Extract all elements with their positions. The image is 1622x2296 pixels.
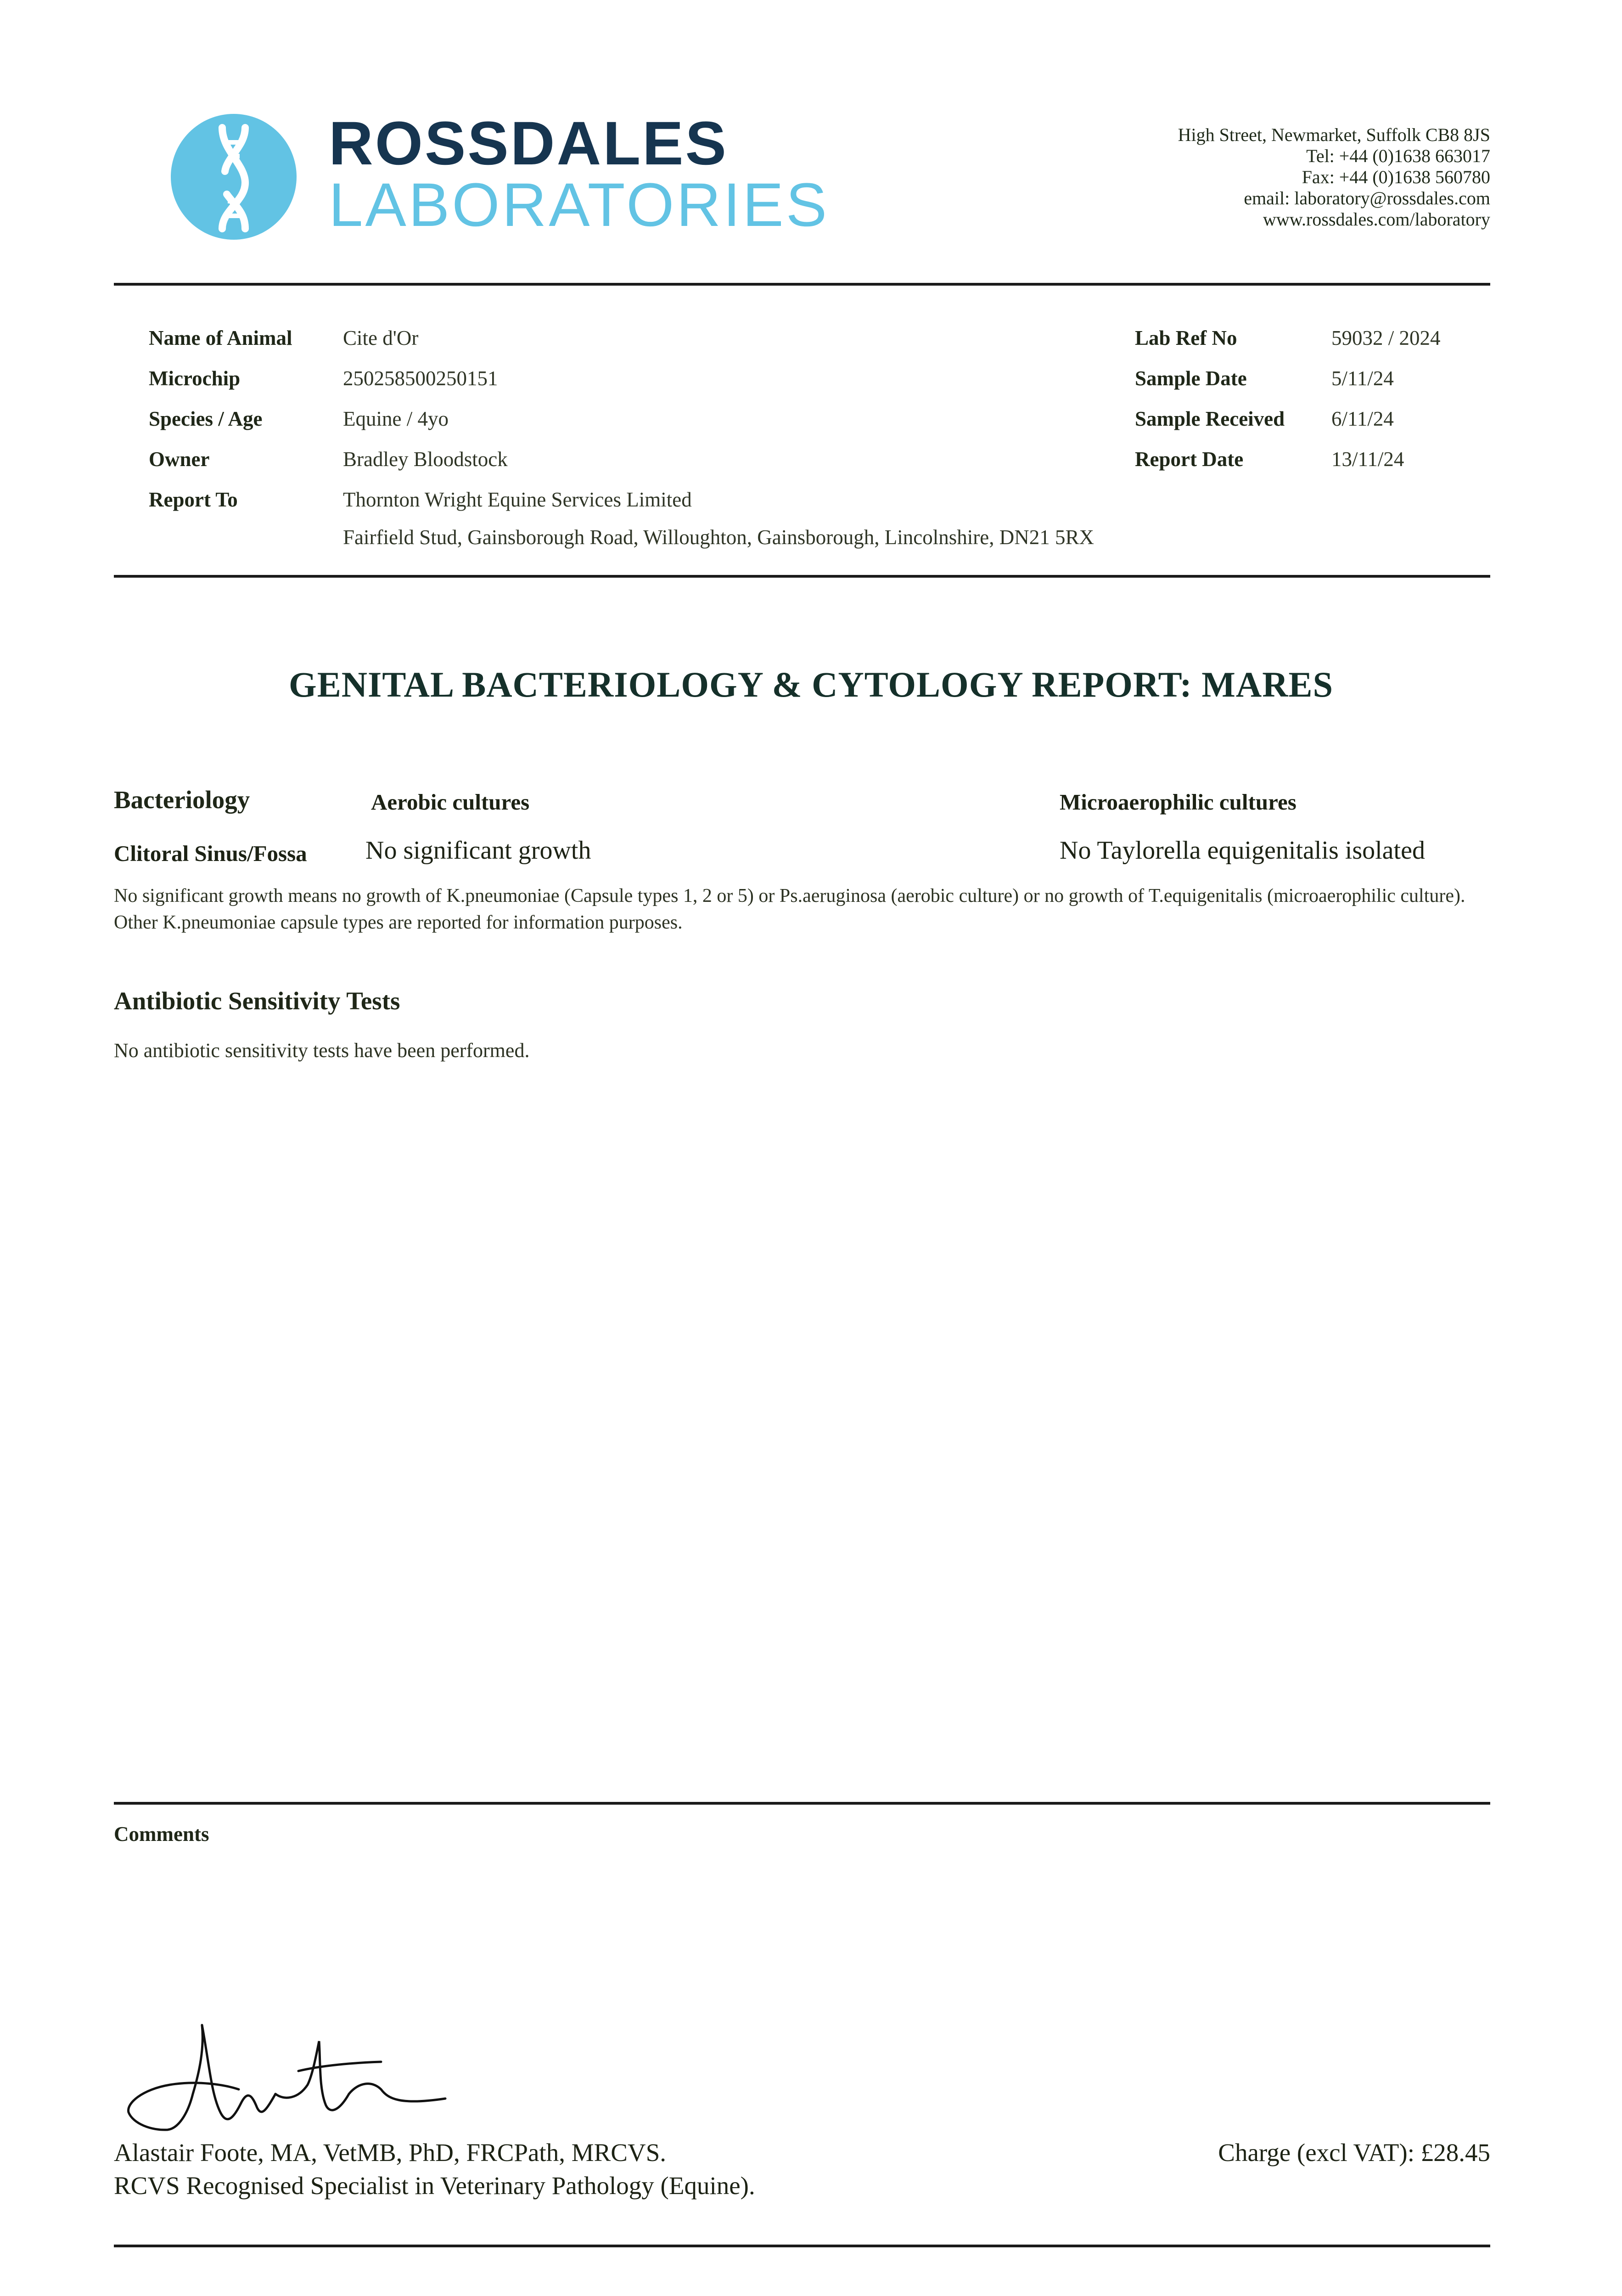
bacteriology-heading: Bacteriology (114, 786, 250, 814)
phone-line: Tel: +44 (0)1638 663017 (1306, 146, 1490, 166)
signature-image (124, 2020, 473, 2140)
species-label: Species / Age (149, 407, 263, 430)
sample-received-value: 6/11/24 (1331, 407, 1394, 430)
sample-date-label: Sample Date (1135, 367, 1247, 390)
bacteriology-note: No significant growth means no growth of K.pneumoniae (Capsule types 1, 2 or 5) or Ps.aeruginosa (aerobic culture) or no growth of T.equigenitalis (microaerophilic culture). Other K.pneumoniae capsule types are reported for information purposes. (114, 885, 1465, 933)
brand-name: ROSSDALES (329, 109, 728, 178)
sample-site: Clitoral Sinus/Fossa (114, 841, 307, 866)
owner-label: Owner (149, 448, 210, 471)
name-label: Name of Animal (149, 326, 292, 349)
report-to-value: Thornton Wright Equine Services Limited (343, 488, 692, 511)
report-to-address: Fairfield Stud, Gainsborough Road, Willoughton, Gainsborough, Lincolnshire, DN21 5RX (343, 526, 1094, 549)
charge: Charge (excl VAT): £28.45 (1218, 2138, 1490, 2167)
sensitivity-text: No antibiotic sensitivity tests have been performed. (114, 1039, 530, 1062)
comments-divider (114, 1802, 1490, 1805)
microaerophilic-cultures-label: Microaerophilic cultures (1060, 789, 1296, 815)
aerobic-cultures-label: Aerobic cultures (371, 789, 530, 815)
footer-divider (114, 2245, 1490, 2247)
report-title: GENITAL BACTERIOLOGY & CYTOLOGY REPORT: MARES (289, 664, 1333, 704)
signatory-name: Alastair Foote, MA, VetMB, PhD, FRCPath, MRCVS. (114, 2138, 667, 2167)
species-value: Equine / 4yo (343, 407, 449, 430)
animal-name: Cite d'Or (343, 326, 419, 349)
owner-value: Bradley Bloodstock (343, 448, 508, 471)
sample-date-value: 5/11/24 (1331, 367, 1394, 390)
brand-subtitle: LABORATORIES (329, 171, 830, 239)
microchip-label: Microchip (149, 367, 241, 390)
aerobic-result: No significant growth (365, 836, 591, 865)
header-divider (114, 283, 1490, 286)
report-date-label: Report Date (1135, 448, 1244, 471)
info-divider (114, 575, 1490, 578)
sensitivity-heading: Antibiotic Sensitivity Tests (114, 987, 400, 1015)
lab-ref-value: 59032 / 2024 (1331, 326, 1441, 349)
sample-received-label: Sample Received (1135, 407, 1285, 430)
website-line: www.rossdales.com/laboratory (1263, 209, 1490, 230)
report-to-label: Report To (149, 488, 238, 511)
microchip-value: 250258500250151 (343, 367, 498, 390)
signatory-title: RCVS Recognised Specialist in Veterinary Pathology (Equine). (114, 2172, 755, 2200)
microaerophilic-result: No Taylorella equigenitalis isolated (1060, 836, 1425, 865)
address-line: High Street, Newmarket, Suffolk CB8 8JS (1178, 124, 1490, 145)
lab-ref-label: Lab Ref No (1135, 326, 1237, 349)
report-date-value: 13/11/24 (1331, 448, 1404, 471)
comments-heading: Comments (114, 1823, 209, 1846)
email-line: email: laboratory@rossdales.com (1244, 188, 1490, 208)
dna-helix-logo (171, 114, 297, 240)
fax-line: Fax: +44 (0)1638 560780 (1302, 167, 1490, 187)
